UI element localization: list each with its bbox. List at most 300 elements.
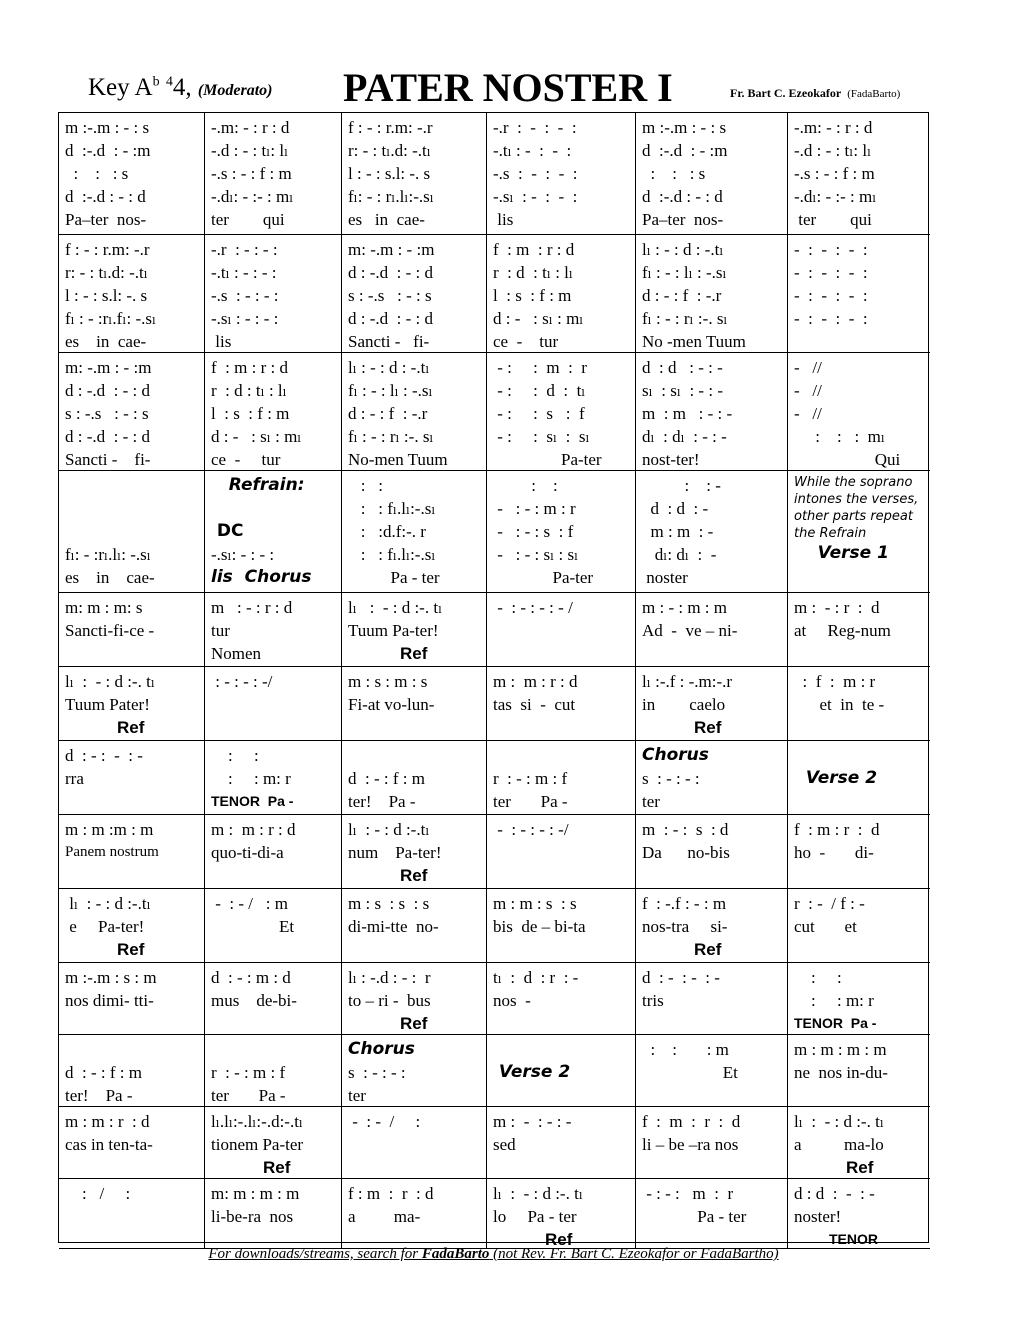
solfa-line: f : - : r.m: -.r [348,118,433,137]
score-cell [342,1035,487,1107]
score-cell [487,815,636,889]
solfa-line: dₗ : dₗ : - : - [642,427,727,446]
solfa-line: - : - : s : f [493,522,574,541]
score-cell [788,741,930,815]
composer [730,86,900,101]
lyric-line: ter! Pa - [65,1086,133,1105]
ref-label: Ref [846,1158,874,1177]
lyric-line: ho - di- [794,843,874,862]
ref-label: Ref [400,866,428,885]
solfa-line: tₗ : d : r : - [493,968,579,987]
score-cell [342,353,487,471]
solfa-line: m : - : r : d [794,598,880,617]
solfa-line: -.m: - : r : d [794,118,873,137]
solfa-line: - // [794,404,822,423]
time-signature-den: 4, [172,74,192,101]
solfa-line: d : - : - : - [642,968,720,987]
solfa-line [65,1038,200,1061]
solfa-line: : : [493,476,558,495]
score-cell [636,889,788,963]
solfa-line: : : : mₗ [794,427,886,446]
solfa-line: l : s : f : m [211,404,290,423]
solfa-line: : : [211,746,259,765]
solfa-line: d :-.d : - : d [642,187,723,206]
solfa-line: lₗ : - : d : -.tₗ [642,240,724,259]
lyric-line: noster [642,568,688,587]
lyric-line: ter [642,792,660,811]
score-cell [788,667,930,741]
lyric-line: Fi-at vo-lun- [348,695,435,714]
solfa-line: lₗ : - : d :-.tₗ [348,820,430,839]
score-cell [342,963,487,1035]
lyric-line: Pa–ter nos- [642,210,724,229]
solfa-line: num Pa-ter! [348,843,442,862]
lyric-line [794,330,926,353]
dc-label: DC [211,521,244,541]
solfa-line: lₗ : - : d :-.tₗ [65,894,151,913]
solfa-line: m :-.m : - : s [642,118,727,137]
score-cell [342,593,487,667]
score-cell [205,1179,342,1249]
solfa-line: m : m : - : - [642,404,733,423]
solfa-line: -.r : - : - : [211,240,278,259]
lyric-line: ne nos in-du- [794,1063,888,1082]
lyric-line: nos - [493,991,531,1010]
lyric-line: Nomen [211,644,262,663]
solfa-line [211,1038,337,1061]
solfa-line: -.s : - : - : [493,164,578,183]
score-cell [59,963,205,1035]
verse-label: Verse 1 [794,543,889,563]
solfa-line: sₗ : sₗ : - : - [642,381,723,400]
score-cell [788,963,930,1035]
solfa-line: -.sₗ: - : - : [211,545,275,564]
lyric-line: ter! Pa - [348,792,416,811]
score-cell [205,593,342,667]
key-signature [88,74,272,102]
score-cell [342,235,487,353]
score-cell [636,1035,788,1107]
solfa-line: : f : m : r [794,672,876,691]
lyric-line: - : - : - : -/ [493,820,569,839]
lyric-line: Qui [794,450,901,469]
score-cell [636,667,788,741]
score-cell [59,741,205,815]
lyric-line: Sancti - fi- [65,450,151,469]
score-cell [205,741,342,815]
score-cell [205,667,342,741]
section-label: Chorus [348,1039,415,1059]
lyric-line: : - : - : -/ [211,672,273,691]
solfa-line: -.r : - : - : [493,118,577,137]
solfa-line: - : - : - : [794,309,868,328]
lyric-line: Pa–ter nos- [65,210,147,229]
solfa-line: d : d : - : - [642,358,723,377]
solfa-line: : : [794,968,842,987]
solfa-line: m : m :m : m [65,820,154,839]
lyric-line: Pa-ter [493,450,602,469]
footer-brand: FadaBarto [421,1246,490,1262]
solfa-line: : : fₗ.lₗ:-.sₗ [348,499,436,518]
score-cell [59,667,205,741]
solfa-line: d : -.d : - : d [65,427,150,446]
lyric-line: ce - tur [493,332,559,351]
solfa-line: tionem Pa-ter [211,1135,304,1154]
solfa-line: d : - : m : d [211,968,291,987]
lyric-line: Ad - ve – ni- [642,621,738,640]
solfa-line: -.dₗ: - :- : mₗ [211,187,294,206]
lyric-line: mus de-bi- [211,991,297,1010]
ref-label: Ref [263,1158,291,1177]
lyric-line: ter [348,1086,366,1105]
performance-note: While the soprano intones the verses, other parts repeat the Refrain [794,475,919,541]
lyric-line: es in cae- [348,210,425,229]
solfa-line: -.s : - : f : m [794,164,875,183]
solfa-line: m : - : m : m [642,598,727,617]
solfa-line: r : - / f : - [794,894,865,913]
score-cell [636,815,788,889]
ref-label: Ref [117,940,145,959]
solfa-line [794,744,926,767]
solfa-line: s : - : - : [642,769,700,788]
solfa-line: f : m : r : d [211,358,288,377]
solfa-line: d : - : f : m [65,1063,142,1082]
solfa-line: : : [348,476,383,495]
score-cell [788,113,930,235]
score-cell [487,353,636,471]
lyric-line: ce - tur [211,450,281,469]
solfa-line: m : m : - [642,522,714,541]
score-cell [487,1107,636,1179]
solfa-line: s : -.s : - : s [65,404,149,423]
solfa-line: d :-.d : - :m [642,141,728,160]
solfa-line: tur [211,621,230,640]
lyric-line: ter Pa - [493,792,568,811]
solfa-line: s : - : - : [348,1063,406,1082]
solfa-line: r : d : tₗ : lₗ [211,381,287,400]
solfa-line: lo Pa - ter [493,1207,577,1226]
solfa-line: m : - : - : - [493,1112,572,1131]
lyric-line: nost-ter! [642,450,700,469]
solfa-line: d : - : - : - [65,746,143,765]
solfa-line [65,474,200,497]
score-cell [342,1107,487,1179]
lyric-line: tris [642,991,664,1010]
solfa-line: m : s : s : s [348,894,430,913]
solfa-line: - : : d : tₗ [493,381,586,400]
solfa-line: : : fₗ.lₗ:-.sₗ [348,545,436,564]
score-cell [788,1035,930,1107]
score-cell [487,667,636,741]
solfa-line: -.d : - : tₗ: lₗ [794,141,872,160]
score-cell [59,1107,205,1179]
solfa-line: d : d : - [642,499,709,518]
solfa-line: l : - : s.l: -. s [348,164,431,183]
lyric-line: es in cae- [65,332,147,351]
score-cell [59,471,205,593]
solfa-line: r : - : m : f [211,1063,286,1082]
score-cell [788,471,930,593]
score-cell [788,1107,930,1179]
score-cell [788,353,930,471]
footer-note [58,1246,929,1263]
verse-label: Verse 2 [493,1062,571,1082]
solfa-line: : : m: r [211,769,291,788]
solfa-line: m: -.m : - :m [65,358,152,377]
solfa-line: : : m: r [794,991,874,1010]
solfa-line: d : - : f : -.r [348,404,428,423]
score-cell [342,113,487,235]
solfa-line: f : m : r : d [794,820,880,839]
solfa-line: m: -.m : - :m [348,240,435,259]
solfa-line: -.sₗ : - : - : [493,187,578,206]
lyric-line: cas in ten-ta- [65,1135,153,1154]
solfa-line: lₗ : - : d : -.tₗ [348,358,430,377]
solfa-line: d :-.d : - : d [65,187,146,206]
solfa-line: Tuum Pater! [65,695,150,714]
tenor-label: TENOR [794,1231,879,1247]
score-cell [342,1179,487,1249]
solfa-line: - : : s : f [493,404,585,423]
solfa-line [65,497,200,520]
solfa-line: lₗ.lₗ:-.lₗ:-.d:-.tₗ [211,1112,304,1131]
score-cell [205,1107,342,1179]
lyric-line: es in cae- [65,568,155,587]
score-cell [788,1179,930,1249]
tenor-label: TENOR Pa - [211,793,294,809]
score-cell [487,963,636,1035]
lyric-line: li – be –ra nos [642,1135,739,1154]
solfa-line: to – ri - bus [348,991,431,1010]
solfa-line: m : m : r : d [211,820,296,839]
ref-label: Ref [694,718,722,737]
tenor-label: TENOR Pa - [794,1015,877,1031]
lyric-line: Da no-bis [642,843,730,862]
lyric-line: No-men Tuum [348,450,448,469]
ref-label: Ref [400,644,428,663]
score-cell [59,593,205,667]
solfa-line: d : - : f : -.r [642,286,722,305]
ref-label: Ref [694,940,722,959]
score-cell [487,1179,636,1249]
score-cell [205,815,342,889]
lyric-line: ter qui [211,210,285,229]
solfa-line: - : - : - : [794,286,868,305]
solfa-line: fₗ : - : lₗ : -.sₗ [348,381,433,400]
lyric-line: li-be-ra nos [211,1207,294,1226]
solfa-line: d : -.d : - : d [348,263,433,282]
solfa-line: : : : m [642,1040,729,1059]
solfa-line: fₗ: - : rₗ.lₗ:-.sₗ [348,187,434,206]
solfa-line: : : - [642,476,721,495]
score-cell [636,1179,788,1249]
score-cell [636,471,788,593]
solfa-line: lₗ : - : d :-. tₗ [65,672,155,691]
solfa-line: f : m : r : d [348,1184,434,1203]
solfa-line: : : : s [642,164,706,183]
score-cell [788,815,930,889]
solfa-line: m: m : m : m [211,1184,300,1203]
score-cell [487,593,636,667]
lyric-line: Pa - ter [642,1207,747,1226]
solfa-line: lₗ : - : d :-. tₗ [348,598,443,617]
score-cell [342,889,487,963]
score-cell [59,889,205,963]
solfa-line: fₗ : - : lₗ : -.sₗ [642,263,727,282]
lyric-line: Et [211,917,295,936]
time-signature: 4 [165,74,173,90]
score-cell [636,1107,788,1179]
score-cell [636,113,788,235]
solfa-line: lₗ : - : d :-. tₗ [794,1112,884,1131]
solfa-line [65,520,200,543]
score-cell [59,353,205,471]
solfa-line: r : - : m : f [493,769,568,788]
solfa-line: d : - : sₗ : mₗ [211,427,302,446]
solfa-line: -.d : - : tₗ: lₗ [211,141,289,160]
score-cell [59,113,205,235]
lyric-line: di-mi-tte no- [348,917,439,936]
solfa-line: r : d : tₗ : lₗ [493,263,574,282]
lyric-line: tas si - cut [493,695,576,714]
lyric-line: sed [493,1135,516,1154]
solfa-line: dₗ: dₗ : - [642,545,717,564]
lyric-line: : / : [65,1184,131,1203]
lyric-line: Panem nostrum [65,844,159,860]
lyric-line: bis de – bi-ta [493,917,586,936]
solfa-line: lₗ : -.d : - : r [348,968,431,987]
score-cell [59,815,205,889]
solfa-line: in caelo [642,695,726,714]
score-cell [59,1179,205,1249]
solfa-line: f : m : r : d [493,240,575,259]
solfa-line: d : d : - : - [794,1184,875,1203]
solfa-line: - : - : sₗ : sₗ [493,545,579,564]
score-cell [788,593,930,667]
header [58,62,948,112]
solfa-line [493,744,631,767]
solfa-line: f : - : r.m: -.r [65,240,150,259]
solfa-line: m :-.m : s : m [65,968,157,987]
ref-label: Ref [545,1230,573,1249]
lyric-line: Et [642,1063,738,1082]
solfa-line: f : m : r : d [642,1112,741,1131]
score-cell [205,113,342,235]
composer-alias: (FadaBarto) [847,88,901,100]
solfa-line: - : - : - : [794,240,868,259]
solfa-line: : :d.f:-. r [348,522,426,541]
solfa-line: - : - : m : r [642,1184,734,1203]
solfa-line: - : - / : m [211,894,288,913]
score-cell [342,667,487,741]
section-label: Refrain: [211,475,305,495]
solfa-line: - : - : m : r [493,499,576,518]
score-cell [205,235,342,353]
key-label: Key A [88,74,153,101]
lyric-line [794,790,926,813]
solfa-line: m : m : r : d [493,672,578,691]
solfa-line: -.sₗ : - : - : [211,309,279,328]
solfa-line: -.s : - : - : [211,286,279,305]
score-cell [205,889,342,963]
score-cell [636,963,788,1035]
solfa-line: - // [794,358,822,377]
solfa-line: fₗ : - :rₗ.fₗ: -.sₗ [65,309,157,328]
solfa-line [211,497,337,520]
solfa-line: -.tₗ : - : - : [493,141,572,160]
score-cell [487,113,636,235]
lyric-line: et in te - [794,695,885,714]
score-cell [59,235,205,353]
footer-suffix: (not Rev. Fr. Bart C. Ezeokafor or FadaBartho) [489,1246,779,1262]
lyric-line: - : - / : [348,1112,421,1131]
score-cell [205,471,342,593]
solfa-line: l : - : s.l: -. s [65,286,148,305]
lyric-line: lis [211,332,232,351]
score-cell [487,889,636,963]
lyric-line: Pa-ter [493,568,594,587]
score-cell [788,235,930,353]
score-grid [58,112,929,1249]
composer-name: Fr. Bart C. Ezeokafor [730,86,842,100]
solfa-line: m : m : r : d [65,1112,150,1131]
lyric-line: ter qui [794,210,872,229]
solfa-line: lₗ : - : d :-. tₗ [493,1184,583,1203]
solfa-line: d :-.d : - :m [65,141,151,160]
lyric-line [493,1084,631,1107]
score-cell [487,1035,636,1107]
page-title: PATER NOSTER I [343,65,673,110]
solfa-line: m: m : m: s [65,598,143,617]
solfa-line: m : - : s : d [642,820,729,839]
verse-label: Verse 2 [794,768,878,788]
solfa-line: e Pa-ter! [65,917,145,936]
score-cell [487,741,636,815]
solfa-line: d : - : sₗ : mₗ [493,309,584,328]
solfa-line: - // [794,381,822,400]
score-cell [487,471,636,593]
solfa-line: l : s : f : m [493,286,572,305]
solfa-line: - : : m : r [493,358,587,377]
solfa-line: -.dₗ: - :- : mₗ [794,187,877,206]
section-label: Chorus [642,745,709,765]
lyric-line: rra [65,769,84,788]
score-cell [487,235,636,353]
solfa-line: m : m : s : s [493,894,577,913]
score-cell [636,593,788,667]
score-cell [636,741,788,815]
solfa-line: -.s : - : f : m [211,164,292,183]
score-cell [205,353,342,471]
key-flat: b [152,74,160,90]
ref-label: Ref [400,1014,428,1033]
solfa-line: noster! [794,1207,842,1226]
solfa-line: m : m : m : m [794,1040,887,1059]
score-cell [205,1035,342,1107]
solfa-line: m :-.m : - : s [65,118,150,137]
lyric-line: No -men Tuum [642,332,746,351]
score-cell [205,963,342,1035]
score-cell [342,741,487,815]
solfa-line: fₗ: - :rₗ.lₗ: -.sₗ [65,545,151,564]
lyric-line: at Reg-num [794,621,891,640]
lyric-line: lis [493,210,514,229]
footer-prefix: For downloads/streams, search for [208,1246,422,1262]
solfa-line: s : -.s : - : s [348,286,432,305]
solfa-line: lₗ :-.f : -.m:-.r [642,672,733,691]
solfa-line: fₗ : - : rₗ :-. sₗ [348,427,434,446]
lyric-line: Pa - ter [348,568,440,587]
